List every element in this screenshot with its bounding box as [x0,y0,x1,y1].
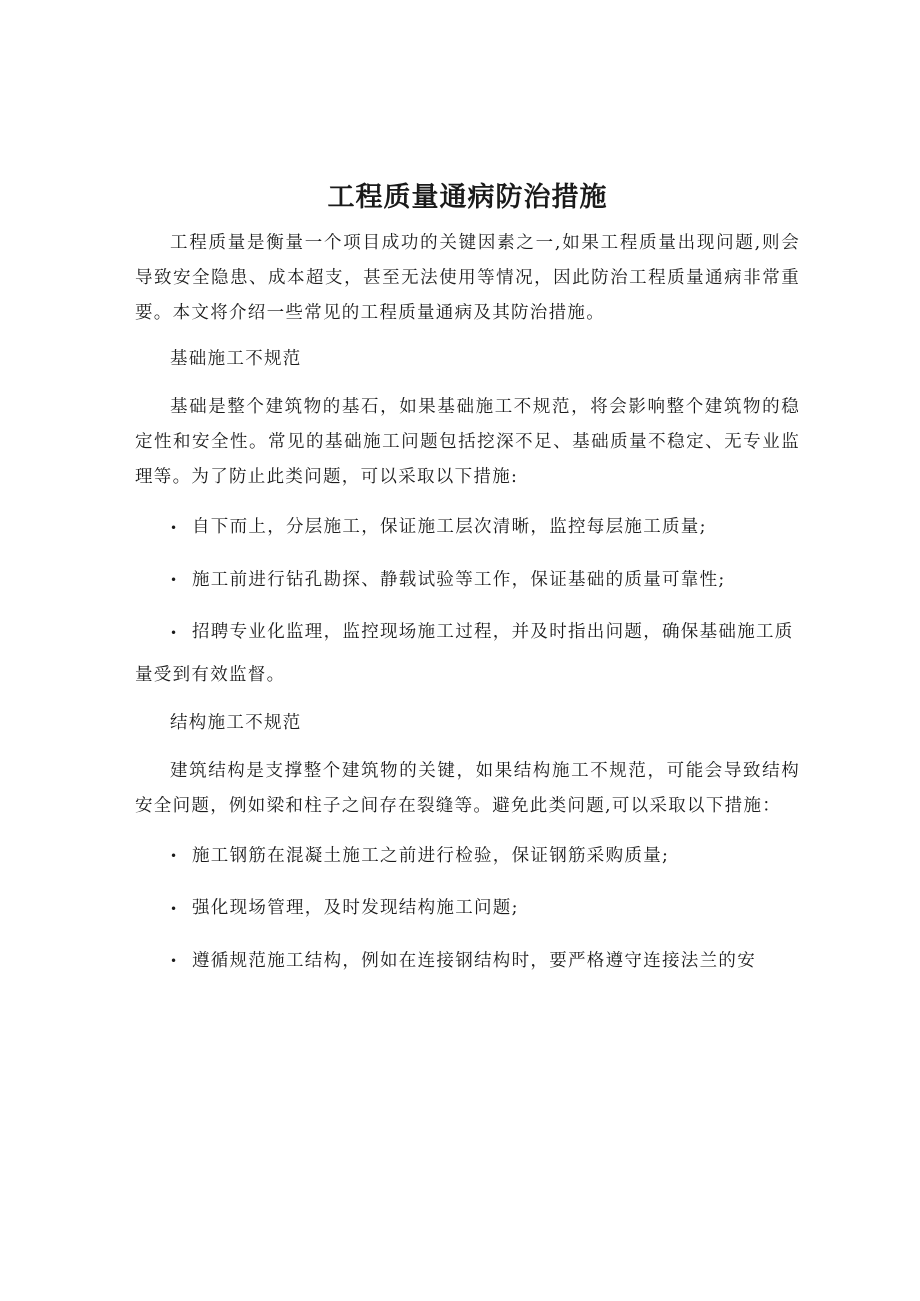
bullet-icon: • [170,573,179,587]
list-item-text: 自下而上，分层施工，保证施工层次清晰，监控每层施工质量; [192,517,707,537]
section-structure [135,706,800,983]
section-heading: 基础施工不规范 [170,349,302,369]
bullet-icon: • [170,625,179,640]
list-item-text: 强化现场管理，及时发现结构施工问题; [192,898,519,918]
list-item-text: 施工前进行钻孔勘探、静载试验等工作，保证基础的质量可靠性; [192,569,726,590]
list-item [135,940,800,983]
list-item [135,559,800,602]
section-heading: 结构施工不规范 [170,712,302,733]
section-body: 基础是整个建筑物的基石，如果基础施工不规范，将会影响整个建筑物的稳定性和安全性。常见的基础施工问题包括挖深不足、基础质量不稳定、无专业监理等。为了防止此类问题，可以采取以下措施: [135,397,800,487]
list-item [135,887,800,930]
list-item [135,835,800,878]
bullet-icon: • [170,901,179,916]
list-item-text: 遵循规范施工结构，例如在连接钢结构时，要严格遵守连接法兰的安 [192,950,756,971]
document-page [135,178,800,992]
intro-paragraph: 工程质量是衡量一个项目成功的关键因素之一,如果工程质量出现问题,则会导致安全隐患、成本超支，甚至无法使用等情况，因此防治工程质量通病非常重要。本文将介绍一些常见的工程质量通病及其防治措施。 [135,233,800,323]
list-item-text: 施工钢筋在混凝土施工之前进行检验，保证钢筋采购质量; [192,845,670,866]
section-body: 建筑结构是支撑整个建筑物的关键，如果结构施工不规范，可能会导致结构安全问题，例如梁和柱子之间存在裂缝等。避免此类问题,可以采取以下措施： [135,760,800,816]
list-item [135,506,800,549]
document-title: 工程质量通病防治措施 [327,182,608,213]
bullet-icon: • [170,520,179,535]
list-item-text: 招聘专业化监理，监控现场施工过程，并及时指出问题，确保基础施工质量受到有效监督。 [135,622,794,685]
section-foundation [135,342,800,696]
list-item [135,611,800,696]
bullet-icon: • [170,954,179,968]
bullet-icon: • [170,849,179,863]
